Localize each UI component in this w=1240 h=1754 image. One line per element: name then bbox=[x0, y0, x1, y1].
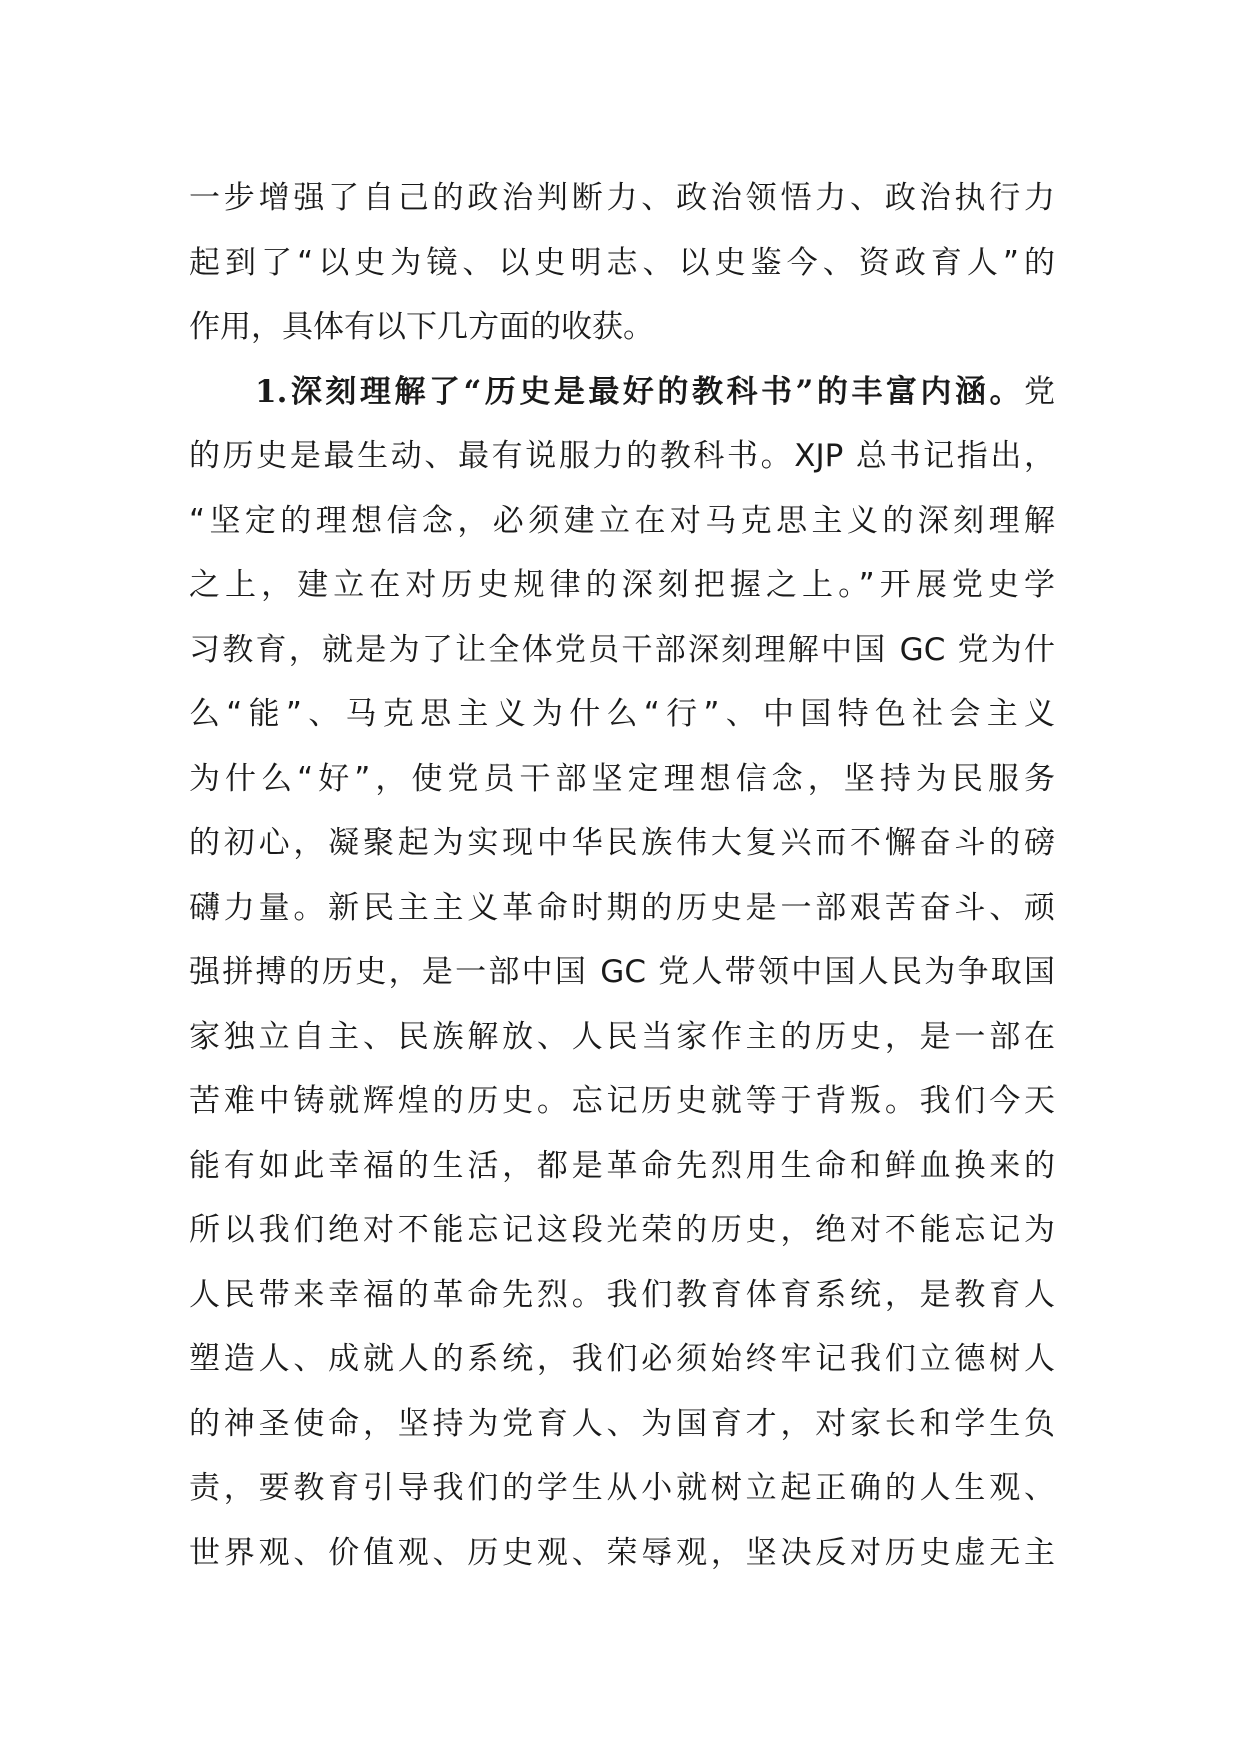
text-line: 世界观、价值观、历史观、荣辱观，坚决反对历史虚无主 bbox=[189, 1534, 1055, 1571]
text-line: 么“能”、马克思主义为什么“行”、中国特色社会主义 bbox=[189, 696, 1055, 732]
text-line: 为什么“好”，使党员干部坚定理想信念，坚持为民服务 bbox=[189, 760, 1055, 797]
heading-continuation: 党 bbox=[1024, 373, 1055, 410]
text-line: 强拼搏的历史，是一部中国 GC 党人带领中国人民为争取国 bbox=[189, 954, 1055, 990]
text-line: 作用，具体有以下几方面的收获。 bbox=[189, 309, 654, 345]
text-line: 的神圣使命，坚持为党育人、为国育才，对家长和学生负 bbox=[189, 1405, 1055, 1442]
text-line: 的历史是最生动、最有说服力的教科书。XJP 总书记指出， bbox=[189, 438, 1055, 474]
text-line: 的初心，凝聚起为实现中华民族伟大复兴而不懈奋斗的磅 bbox=[189, 825, 1055, 861]
text-line: 所以我们绝对不能忘记这段光荣的历史，绝对不能忘记为 bbox=[189, 1212, 1055, 1248]
text-line: 塑造人、成就人的系统，我们必须始终牢记我们立德树人 bbox=[189, 1341, 1055, 1377]
text-line: 一步增强了自己的政治判断力、政治领悟力、政治执行力 bbox=[189, 180, 1055, 216]
text-line: 责，要教育引导我们的学生从小就树立起正确的人生观、 bbox=[189, 1470, 1055, 1506]
text-line: “坚定的理想信念，必须建立在对马克思主义的深刻理解 bbox=[189, 502, 1055, 539]
text-line: 礴力量。新民主主义革命时期的历史是一部艰苦奋斗、顽 bbox=[189, 889, 1055, 926]
section-heading: 1.深刻理解了“历史是最好的教科书”的丰富内涵。 bbox=[255, 373, 1024, 410]
text-line: 起到了“以史为镜、以史明志、以史鉴今、资政育人”的 bbox=[189, 244, 1055, 281]
section-heading-line bbox=[189, 360, 1055, 425]
text-line: 苦难中铸就辉煌的历史。忘记历史就等于背叛。我们今天 bbox=[189, 1083, 1055, 1119]
text-line: 人民带来幸福的革命先烈。我们教育体育系统，是教育人 bbox=[189, 1276, 1055, 1313]
text-line: 习教育，就是为了让全体党员干部深刻理解中国 GC 党为什 bbox=[189, 631, 1055, 668]
body-text bbox=[189, 166, 1055, 1585]
text-line: 能有如此幸福的生活，都是革命先烈用生命和鲜血换来的 bbox=[189, 1147, 1055, 1184]
text-line: 家独立自主、民族解放、人民当家作主的历史，是一部在 bbox=[189, 1018, 1055, 1055]
text-line: 之上，建立在对历史规律的深刻把握之上。”开展党史学 bbox=[189, 567, 1055, 603]
